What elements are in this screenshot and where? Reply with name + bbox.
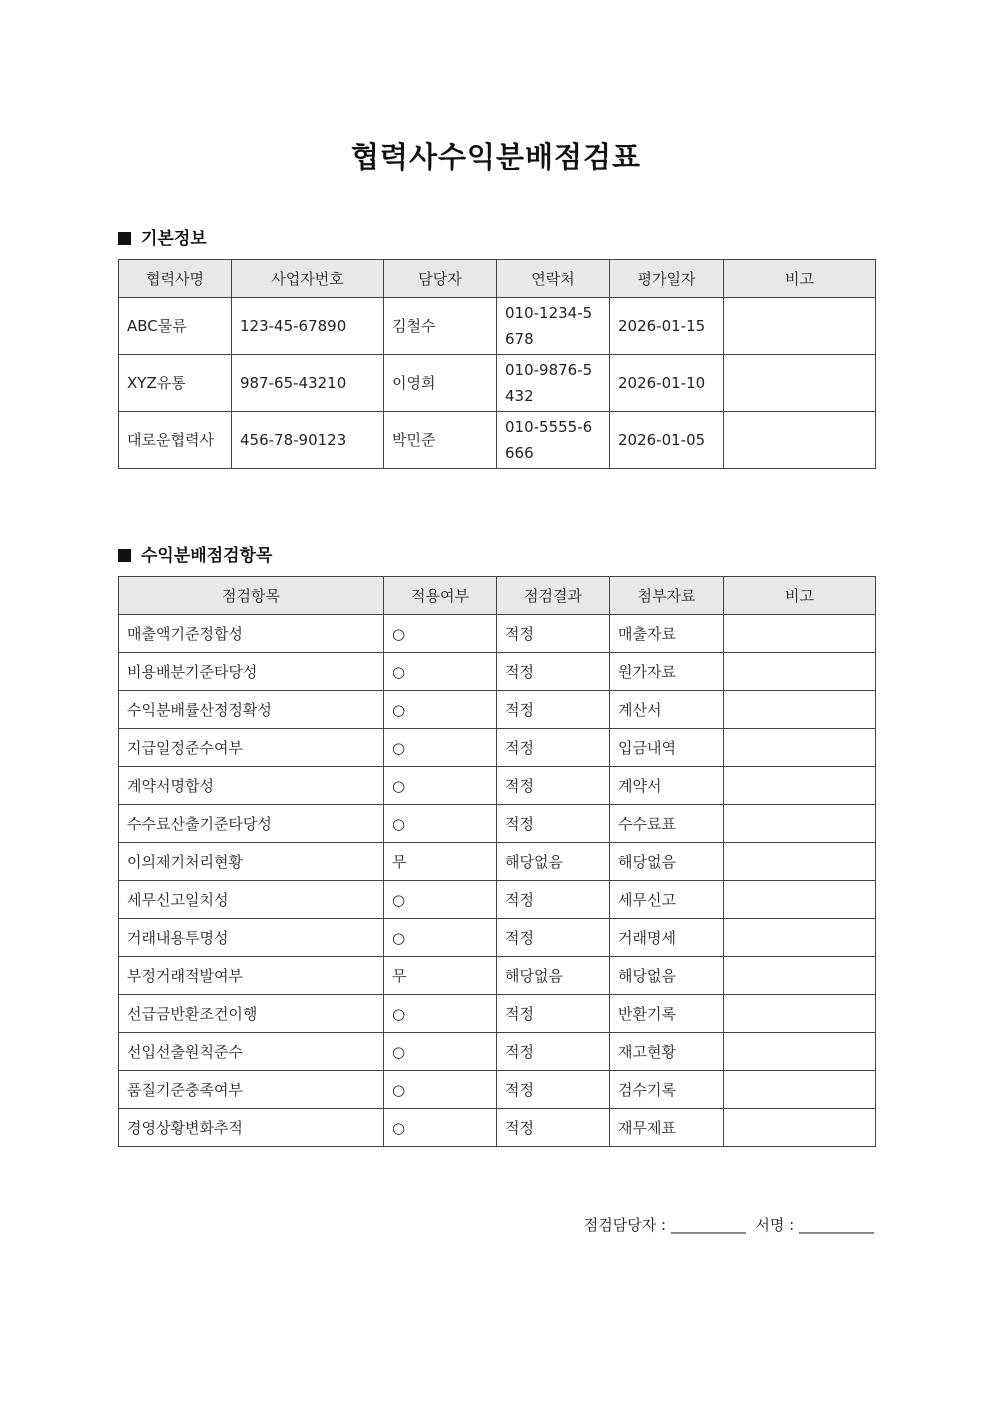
applicable-cell: ○	[384, 881, 497, 919]
table-row	[119, 1071, 876, 1109]
attachment-cell: 해당없음	[610, 843, 724, 881]
attachment-cell: 해당없음	[610, 957, 724, 995]
table-row	[119, 1033, 876, 1071]
applicable-cell: ○	[384, 1109, 497, 1147]
note-cell[interactable]	[724, 767, 876, 805]
check-item-cell: 선급금반환조건이행	[119, 995, 384, 1033]
eval-date-cell: 2026-01-15	[610, 298, 724, 355]
sign-blank[interactable]: __________	[799, 1216, 874, 1234]
attachment-cell: 재고현황	[610, 1033, 724, 1071]
note-cell[interactable]	[724, 919, 876, 957]
applicable-cell: ○	[384, 729, 497, 767]
page-title: 협력사수익분배점검표	[350, 140, 642, 174]
note-cell[interactable]	[724, 355, 876, 412]
result-cell: 적정	[497, 805, 610, 843]
header-cell: 협력사명	[119, 260, 232, 298]
attachment-cell: 원가자료	[610, 653, 724, 691]
basic-table-header-row	[119, 260, 876, 298]
result-cell: 적정	[497, 1109, 610, 1147]
check-items-table	[118, 576, 876, 1147]
contact-cell: 010-5555-6666	[497, 412, 610, 469]
check-item-cell: 부정거래적발여부	[119, 957, 384, 995]
check-table-body	[119, 615, 876, 1147]
manager-cell: 김철수	[384, 298, 497, 355]
attachment-cell: 세무신고	[610, 881, 724, 919]
applicable-cell: ○	[384, 615, 497, 653]
applicable-cell: ○	[384, 1033, 497, 1071]
applicable-cell: ○	[384, 805, 497, 843]
check-items-heading	[118, 541, 272, 566]
table-row	[119, 995, 876, 1033]
attachment-cell: 계산서	[610, 691, 724, 729]
square-bullet-icon	[118, 232, 131, 245]
eval-date-cell: 2026-01-10	[610, 355, 724, 412]
attachment-cell: 매출자료	[610, 615, 724, 653]
attachment-cell: 수수료표	[610, 805, 724, 843]
note-cell[interactable]	[724, 653, 876, 691]
inspector-label: 점검담당자 :	[583, 1216, 667, 1234]
partner-name-cell: ABC물류	[119, 298, 232, 355]
attachment-cell: 거래명세	[610, 919, 724, 957]
note-cell[interactable]	[724, 805, 876, 843]
header-cell: 비고	[724, 260, 876, 298]
attachment-cell: 입금내역	[610, 729, 724, 767]
note-cell[interactable]	[724, 1109, 876, 1147]
table-row	[119, 653, 876, 691]
business-number-cell: 987-65-43210	[232, 355, 384, 412]
result-cell: 적정	[497, 919, 610, 957]
note-cell[interactable]	[724, 729, 876, 767]
table-row	[119, 1109, 876, 1147]
result-cell: 해당없음	[497, 957, 610, 995]
check-item-cell: 세무신고일치성	[119, 881, 384, 919]
eval-date-cell: 2026-01-05	[610, 412, 724, 469]
note-cell[interactable]	[724, 843, 876, 881]
signature-line	[584, 1214, 874, 1235]
applicable-cell: ○	[384, 767, 497, 805]
check-table-header-row	[119, 577, 876, 615]
table-row	[119, 298, 876, 355]
applicable-cell: ○	[384, 919, 497, 957]
note-cell[interactable]	[724, 1033, 876, 1071]
table-row	[119, 355, 876, 412]
check-item-cell: 품질기준충족여부	[119, 1071, 384, 1109]
check-item-cell: 매출액기준정합성	[119, 615, 384, 653]
business-number-cell: 123-45-67890	[232, 298, 384, 355]
table-row	[119, 767, 876, 805]
note-cell[interactable]	[724, 615, 876, 653]
attachment-cell: 반환기록	[610, 995, 724, 1033]
applicable-cell: 무	[384, 843, 497, 881]
note-cell[interactable]	[724, 957, 876, 995]
result-cell: 적정	[497, 615, 610, 653]
result-cell: 적정	[497, 881, 610, 919]
result-cell: 적정	[497, 729, 610, 767]
table-row	[119, 957, 876, 995]
result-cell: 적정	[497, 691, 610, 729]
header-cell: 담당자	[384, 260, 497, 298]
note-cell[interactable]	[724, 995, 876, 1033]
manager-cell: 박민준	[384, 412, 497, 469]
applicable-cell: 무	[384, 957, 497, 995]
header-cell: 사업자번호	[232, 260, 384, 298]
check-item-cell: 경영상황변화추적	[119, 1109, 384, 1147]
applicable-cell: ○	[384, 995, 497, 1033]
attachment-cell: 검수기록	[610, 1071, 724, 1109]
contact-cell: 010-9876-5432	[497, 355, 610, 412]
square-bullet-icon	[118, 549, 131, 562]
inspector-blank[interactable]: __________	[670, 1216, 746, 1234]
applicable-cell: ○	[384, 653, 497, 691]
result-cell: 적정	[497, 1071, 610, 1109]
result-cell: 해당없음	[497, 843, 610, 881]
table-row	[119, 729, 876, 767]
result-cell: 적정	[497, 995, 610, 1033]
applicable-cell: ○	[384, 1071, 497, 1109]
business-number-cell: 456-78-90123	[232, 412, 384, 469]
attachment-cell: 계약서	[610, 767, 724, 805]
table-row	[119, 881, 876, 919]
header-cell: 비고	[724, 577, 876, 615]
table-row	[119, 919, 876, 957]
manager-cell: 이영희	[384, 355, 497, 412]
check-item-cell: 이의제기처리현황	[119, 843, 384, 881]
note-cell[interactable]	[724, 881, 876, 919]
table-row	[119, 412, 876, 469]
header-cell: 적용여부	[384, 577, 497, 615]
sign-label: 서명 :	[755, 1216, 795, 1234]
check-item-cell: 거래내용투명성	[119, 919, 384, 957]
basic-info-table	[118, 259, 876, 469]
header-cell: 평가일자	[610, 260, 724, 298]
check-items-heading-label: 수익분배점검항목	[141, 546, 273, 566]
basic-info-heading	[118, 224, 207, 249]
note-cell[interactable]	[724, 298, 876, 355]
header-cell: 점검결과	[497, 577, 610, 615]
basic-info-heading-label: 기본정보	[141, 229, 207, 249]
table-row	[119, 805, 876, 843]
result-cell: 적정	[497, 653, 610, 691]
check-item-cell: 지급일정준수여부	[119, 729, 384, 767]
note-cell[interactable]	[724, 412, 876, 469]
result-cell: 적정	[497, 1033, 610, 1071]
check-item-cell: 수수료산출기준타당성	[119, 805, 384, 843]
header-cell: 점검항목	[119, 577, 384, 615]
partner-name-cell: XYZ유통	[119, 355, 232, 412]
table-row	[119, 843, 876, 881]
contact-cell: 010-1234-5678	[497, 298, 610, 355]
table-row	[119, 691, 876, 729]
note-cell[interactable]	[724, 1071, 876, 1109]
header-cell: 연락처	[497, 260, 610, 298]
check-item-cell: 수익분배률산정정확성	[119, 691, 384, 729]
check-item-cell: 선입선출원칙준수	[119, 1033, 384, 1071]
check-item-cell: 비용배분기준타당성	[119, 653, 384, 691]
check-item-cell: 계약서명합성	[119, 767, 384, 805]
result-cell: 적정	[497, 767, 610, 805]
partner-name-cell: 대로운협력사	[119, 412, 232, 469]
applicable-cell: ○	[384, 691, 497, 729]
note-cell[interactable]	[724, 691, 876, 729]
header-cell: 첨부자료	[610, 577, 724, 615]
attachment-cell: 재무제표	[610, 1109, 724, 1147]
table-row	[119, 615, 876, 653]
